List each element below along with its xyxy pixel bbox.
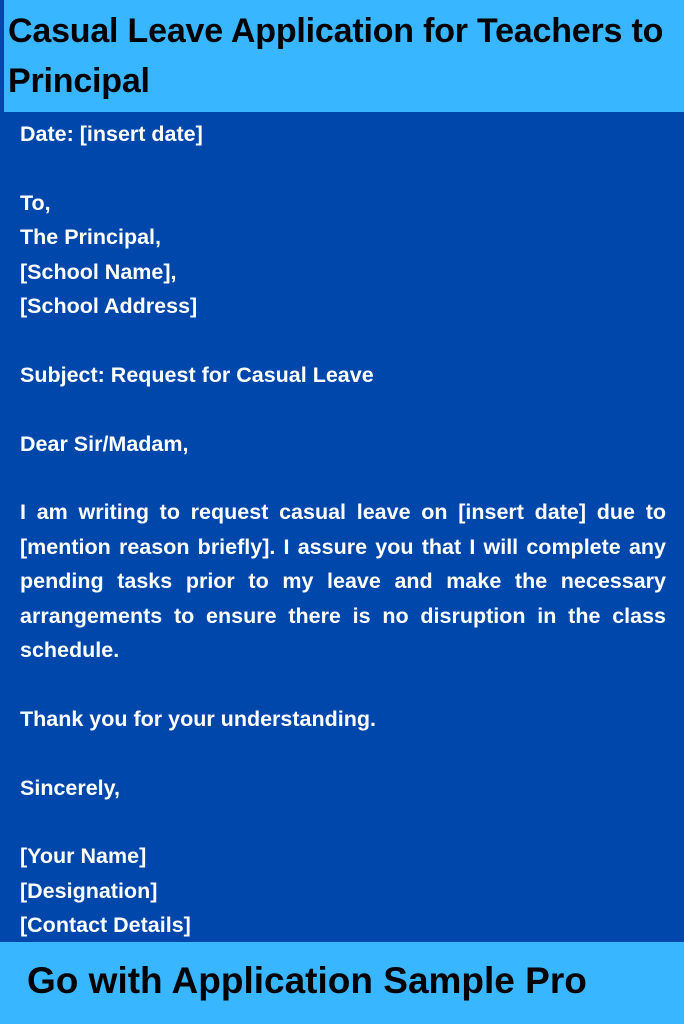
signature-contact: [Contact Details] xyxy=(20,913,191,938)
signature-block xyxy=(20,839,666,942)
closing: Sincerely, xyxy=(20,775,120,800)
footer-banner xyxy=(0,942,684,1024)
letter-paragraph: I am writing to request casual leave on [insert date] due to [mention reason briefly]. I assure you that I will complete any pending tasks prior to my leave and make the necessary arrangements to ensure there is no disruption in the class schedule. xyxy=(20,500,666,663)
letter-body xyxy=(20,117,666,943)
address-school-address: [School Address] xyxy=(20,294,198,319)
footer-text: Go with Application Sample Pro xyxy=(27,960,587,1001)
page-title: Casual Leave Application for Teachers to Principal xyxy=(8,12,664,100)
date-line: Date: [insert date] xyxy=(20,122,203,146)
address-to: To, xyxy=(20,190,51,215)
header-banner xyxy=(0,0,684,112)
signature-name: [Your Name] xyxy=(20,844,147,869)
thanks-line: Thank you for your understanding. xyxy=(20,706,376,731)
address-school-name: [School Name], xyxy=(20,259,177,284)
address-recipient: The Principal, xyxy=(20,225,161,250)
salutation: Dear Sir/Madam, xyxy=(20,431,189,456)
recipient-address xyxy=(20,186,666,324)
subject-line: Subject: Request for Casual Leave xyxy=(20,362,374,387)
signature-designation: [Designation] xyxy=(20,878,158,903)
